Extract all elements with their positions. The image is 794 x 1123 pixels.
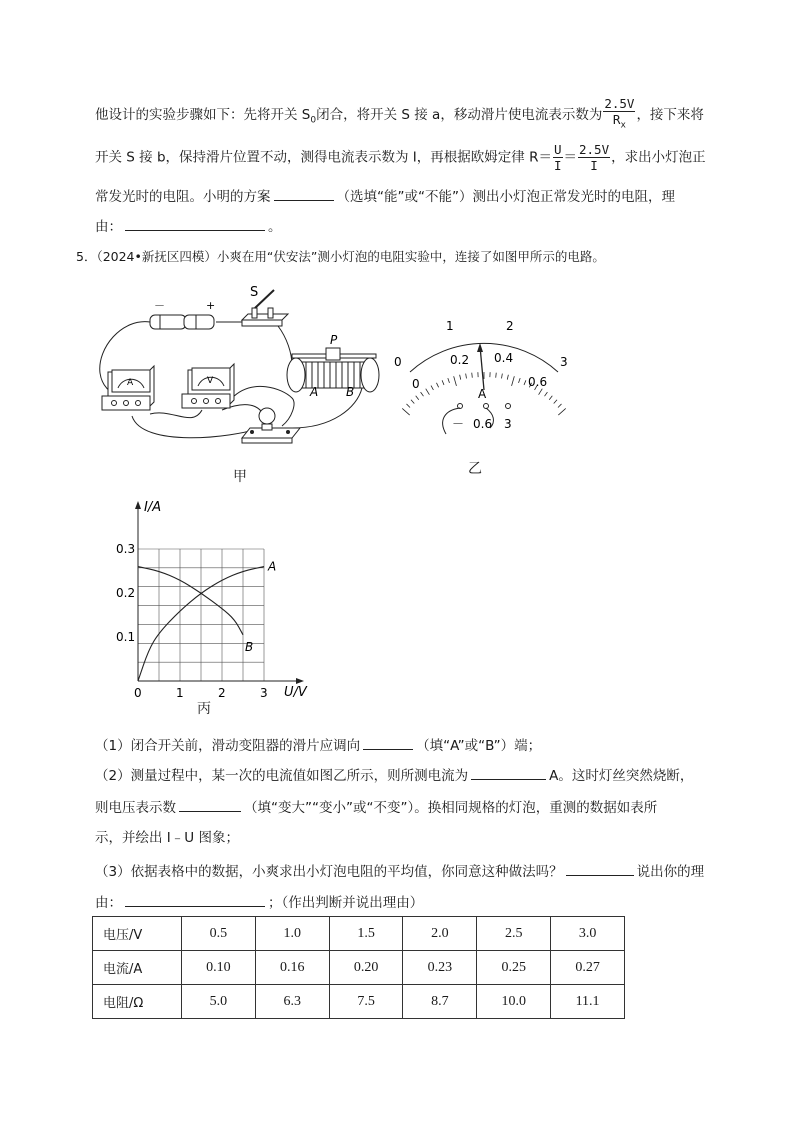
table-row-voltage [93, 917, 625, 951]
end-a-label: A [310, 385, 319, 399]
row-header: 电阻/Ω [93, 985, 182, 1019]
dial-tick [539, 389, 543, 395]
intro-text: ，接下来将 [636, 106, 704, 123]
intro-line-2: 开关 S 接 b，保持滑片位置不动，测得电流表示数为 I，再根据欧姆定律 R＝ $\frac{U}{I}$ ＝ $\frac{2.5V}{I}$ ，求出小灯泡正 [95, 142, 706, 173]
answer-blank[interactable] [471, 765, 546, 780]
row-header: 电压/V [93, 917, 182, 951]
dial-tick [512, 376, 515, 386]
intro-line-3: 常发光时的电阻。小明的方案 （选填“能”或“不能”）测出小灯泡正常发光时的电阻，理 [95, 186, 675, 207]
y-axis-label: I/A [144, 500, 162, 515]
table-cell: 0.23 [403, 951, 477, 985]
dial-tick [549, 396, 552, 400]
table-cell: 6.3 [255, 985, 329, 1019]
fraction-u-over-i: $\frac{U}{I}$ [553, 142, 562, 173]
terminal-label-0.6: 0.6 [473, 417, 493, 431]
dial-tick [502, 374, 503, 379]
terminal-minus-icon [458, 404, 463, 409]
dial-tick [402, 408, 409, 415]
inner-scale-0.6: 0.6 [528, 375, 548, 389]
x-tick-label: 2 [218, 686, 226, 700]
ammeter-face-label: A [127, 378, 134, 388]
dial-tick [436, 383, 438, 388]
dial-needle [480, 346, 484, 390]
outer-scale-0: 0 [394, 355, 402, 369]
battery-minus-label: － [154, 299, 165, 312]
wire [150, 410, 202, 418]
s0-subscript: 0 [310, 115, 317, 126]
meter-symbol-a: A [478, 387, 487, 401]
subquestion-3-line-1: （3）依据表格中的数据，小爽求出小灯泡电阻的平均值，你同意这种做法吗？ 说出你的理 [95, 861, 704, 882]
needle-tip [477, 343, 483, 352]
table-cell: 0.20 [329, 951, 403, 985]
intro-line-4: 由： 。 [95, 216, 282, 237]
table-row-current [93, 951, 625, 985]
inner-scale-0.4: 0.4 [494, 351, 514, 365]
fraction-2.5v-over-i: $\frac{2.5V}{I}$ [579, 142, 610, 173]
table-cell: 3.0 [551, 917, 625, 951]
rheostat-icon [287, 348, 379, 392]
dial-tick [466, 374, 467, 379]
figure-bing-caption: 丙 [197, 701, 211, 717]
table-cell: 5.0 [182, 985, 256, 1019]
dial-tick [519, 378, 521, 383]
dial-tick [472, 373, 473, 378]
table-cell: 0.10 [182, 951, 256, 985]
table-cell: 0.25 [477, 951, 551, 985]
terminal-3-icon [506, 404, 511, 409]
dial-tick [411, 400, 414, 404]
question-5-stem: 5．（2024•新抚区四模）小爽在用“伏安法”测小灯泡的电阻实验中，连接了如图甲所示的电路。 [76, 249, 605, 264]
table-cell: 0.5 [182, 917, 256, 951]
wire [132, 416, 260, 438]
dial-tick [507, 375, 508, 380]
figure-yi-caption: 乙 [468, 461, 482, 477]
subquestion-3-line-2: 由： ；（作出判断并说出理由） [95, 892, 423, 913]
dial-tick [460, 375, 461, 380]
dial-arc [410, 343, 558, 372]
dial-tick [524, 380, 526, 385]
subquestion-2-line-2: 则电压表示数 （填“变大”“变小”或“不变”）。换相同规格的灯泡，重测的数据如表所 [95, 797, 657, 818]
voltmeter-icon [182, 364, 234, 408]
y-tick-label: 0.2 [116, 586, 136, 600]
x-tick-label: 3 [260, 686, 268, 700]
outer-scale-2: 2 [506, 319, 514, 333]
outer-scale-1: 1 [446, 319, 454, 333]
dial-tick [426, 389, 430, 395]
x-axis-label: U/V [284, 685, 307, 700]
dial-tick [496, 373, 497, 378]
subquestion-2-line-3: 示，并绘出 I﹣U 图象； [95, 830, 239, 846]
answer-blank[interactable] [125, 216, 265, 231]
y-tick-label: 0.3 [116, 542, 136, 556]
end-b-label: B [346, 385, 355, 399]
terminal-label-minus: － [452, 417, 465, 431]
answer-blank[interactable] [125, 892, 265, 907]
switch-label: S [250, 285, 259, 300]
inner-scale-0: 0 [412, 377, 420, 391]
subquestion-2-line-1: （2）测量过程中，某一次的电流值如图乙所示，则所测电流为 A。这时灯丝突然烧断， [95, 765, 693, 786]
x-tick-label: 1 [176, 686, 184, 700]
dial-tick [454, 376, 457, 386]
battery-plus-label: + [206, 299, 216, 312]
iu-graph [110, 495, 330, 700]
table-cell: 10.0 [477, 985, 551, 1019]
table-cell: 0.16 [255, 951, 329, 985]
answer-blank[interactable] [566, 861, 634, 876]
answer-blank[interactable] [274, 186, 334, 201]
terminal-label-3: 3 [504, 417, 512, 431]
table-cell: 11.1 [551, 985, 625, 1019]
x-axis-arrow-icon [296, 678, 304, 684]
ammeter-dial-figure [390, 310, 580, 440]
dial-tick [431, 386, 433, 390]
figure-jia-caption: 甲 [233, 469, 247, 485]
table-cell: 0.27 [551, 951, 625, 985]
voltmeter-face-label: V [207, 376, 214, 386]
dial-tick [558, 408, 565, 415]
y-tick-label: 0.1 [116, 630, 136, 644]
intro-text: 闭合，将开关 S 接 a，移动滑片使电流表示数为 [316, 106, 603, 123]
dial-tick [442, 380, 444, 385]
terminal-0.6-icon [484, 404, 489, 409]
table-row-resistance [93, 985, 625, 1019]
intro-text: 开关 S 接 b，保持滑片位置不动，测得电流表示数为 I，再根据欧姆定律 R＝ [95, 149, 552, 166]
wire [278, 326, 292, 366]
table-cell: 1.0 [255, 917, 329, 951]
answer-blank[interactable] [363, 735, 413, 750]
subquestion-1: （1）闭合开关前，滑动变阻器的滑片应调向 （填“A”或“B”）端； [95, 735, 541, 756]
table-cell: 2.0 [403, 917, 477, 951]
circuit-figure [92, 278, 392, 453]
fraction-2.5v-over-rx: $\frac{2.5V}{R_x}$ [604, 96, 635, 131]
data-table [92, 916, 625, 1019]
inner-scale-0.2: 0.2 [450, 353, 470, 367]
ammeter-icon [102, 366, 154, 410]
table-cell: 2.5 [477, 917, 551, 951]
dial-tick [554, 400, 557, 404]
series-b-label: B [245, 639, 254, 654]
answer-blank[interactable] [179, 797, 241, 812]
intro-text: 他设计的实验步骤如下：先将开关 S [95, 106, 311, 123]
series-a-label: A [268, 559, 277, 574]
battery-icon [150, 315, 214, 329]
graph-grid [138, 549, 264, 681]
table-cell: 7.5 [329, 985, 403, 1019]
intro-text: ，求出小灯泡正 [611, 149, 706, 166]
dial-tick [406, 404, 410, 408]
intro-line-1 [95, 96, 704, 134]
outer-scale-3: 3 [560, 355, 568, 369]
table-cell: 1.5 [329, 917, 403, 951]
dial-tick [448, 378, 450, 383]
dial-tick [558, 404, 562, 408]
switch-icon [242, 290, 288, 326]
dial-tick [545, 392, 548, 396]
row-header: 电流/A [93, 951, 182, 985]
dial-tick [416, 396, 419, 400]
slider-p-label: P [330, 333, 338, 347]
dial-tick [421, 392, 424, 396]
x-tick-label: 0 [134, 686, 142, 700]
y-axis-arrow-icon [135, 501, 141, 509]
table-cell: 8.7 [403, 985, 477, 1019]
